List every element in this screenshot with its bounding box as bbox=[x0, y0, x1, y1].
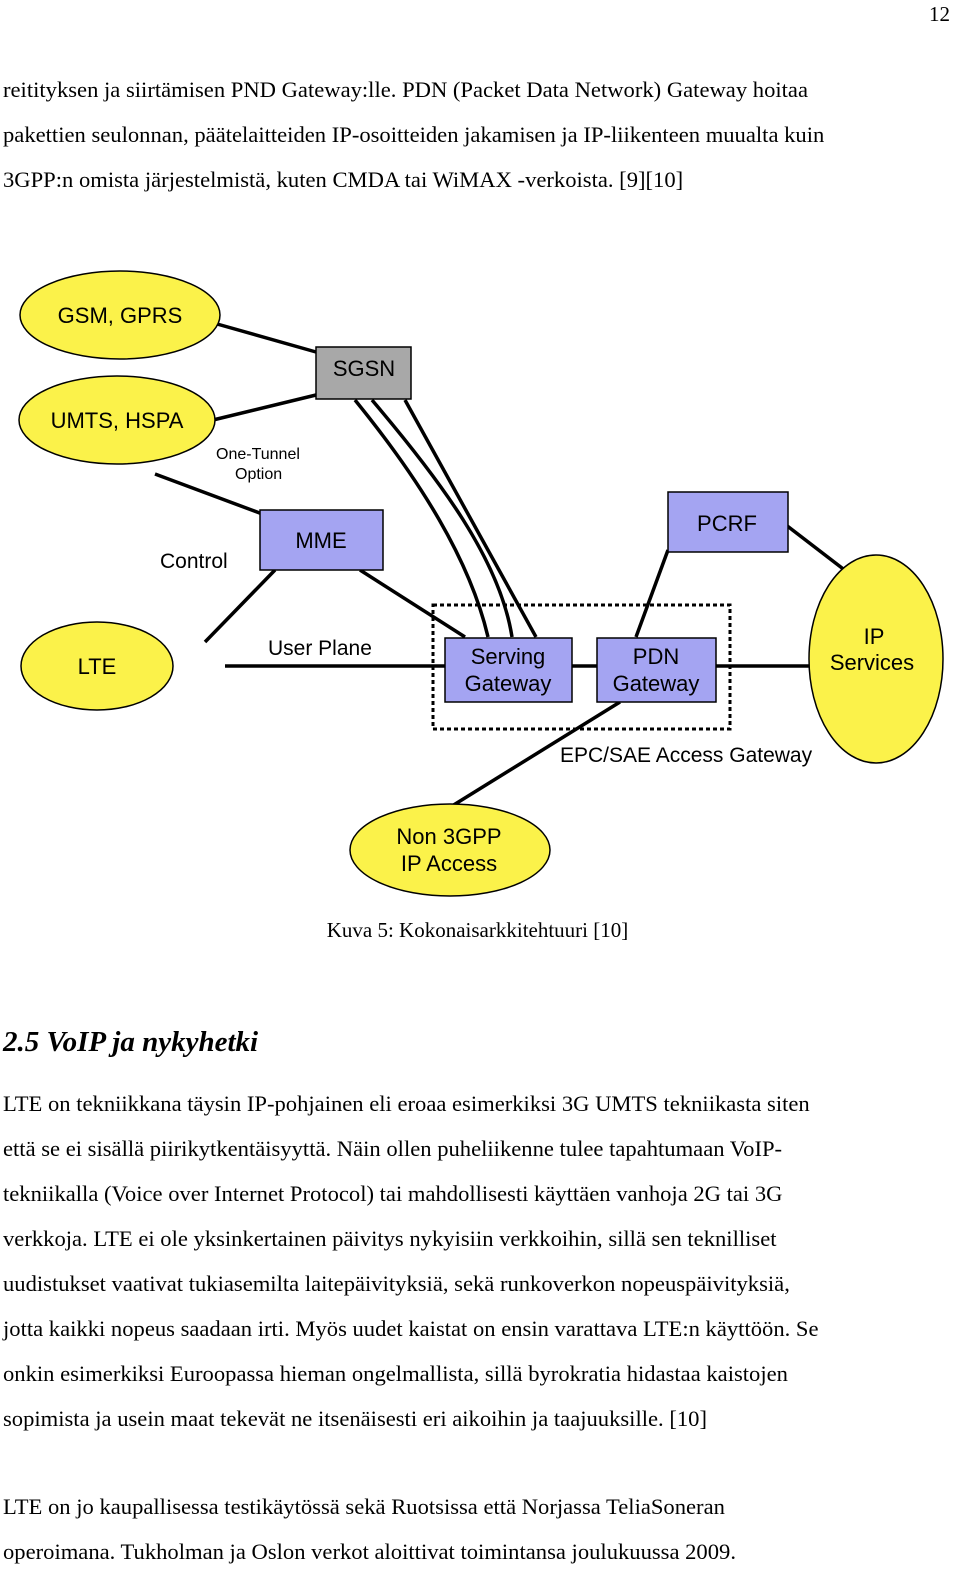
pcrf-label: PCRF bbox=[697, 511, 757, 536]
body-line: tekniikalla (Voice over Internet Protocol) tai mahdollisesti käyttäen vanhoja 2G tai 3G bbox=[3, 1181, 783, 1206]
non-3gpp-label: IP Access bbox=[400, 851, 498, 876]
body-line: onkin esimerkiksi Euroopassa hieman ongelmallista, sillä byrokratia hidastaa kaistojen bbox=[3, 1361, 788, 1386]
page-number: 12 bbox=[929, 2, 950, 26]
user-plane-label: User Plane bbox=[268, 637, 372, 660]
figure-caption: Kuva 5: Kokonaisarkkitehtuuri [10] bbox=[326, 918, 629, 942]
gsm-gprs-label: GSM, GPRS bbox=[57, 303, 183, 328]
network-nodes bbox=[19, 271, 943, 896]
body-line: verkkoja. LTE ei ole yksinkertainen päivitys nykyisiin verkkoihin, sillä sen teknilliset bbox=[3, 1226, 777, 1251]
non-3gpp-node bbox=[350, 804, 550, 896]
body-line: jotta kaikki nopeus saadaan irti. Myös uudet kaistat on ensin varattava LTE:n käyttöön. Se bbox=[3, 1316, 819, 1341]
section-heading: 2.5 VoIP ja nykyhetki bbox=[3, 1026, 259, 1058]
umts-hspa-label: UMTS, HSPA bbox=[50, 408, 184, 433]
intro-paragraph bbox=[3, 67, 955, 202]
body-line: operoimana. Tukholman ja Oslon verkot aloittivat toimintansa joulukuussa 2009. bbox=[3, 1539, 736, 1564]
serving-gateway-label: Gateway bbox=[464, 671, 552, 696]
sgsn-label: SGSN bbox=[332, 356, 396, 381]
lte-label: LTE bbox=[77, 654, 117, 679]
epc-sae-label: EPC/SAE Access Gateway bbox=[560, 744, 813, 767]
one-tunnel-label: One-Tunnel bbox=[216, 446, 300, 463]
body-line: sopimista ja usein maat tekevät ne itsenäisesti eri aikoihin ja taajuuksille. [10] bbox=[3, 1406, 707, 1431]
body-line: LTE on jo kaupallisessa testikäytössä sekä Ruotsissa että Norjassa TeliaSoneran bbox=[3, 1494, 725, 1519]
non-3gpp-label: Non 3GPP bbox=[396, 824, 502, 849]
body-line: LTE on tekniikkana täysin IP-pohjainen eli eroaa esimerkiksi 3G UMTS tekniikasta siten bbox=[3, 1091, 810, 1116]
pdn-gateway-label: Gateway bbox=[612, 671, 700, 696]
intro-line: reitityksen ja siirtämisen PND Gateway:lle. PDN (Packet Data Network) Gateway hoitaa bbox=[3, 77, 808, 102]
body-line: uudistukset vaativat tukiasemilta laitepäivityksiä, sekä runkoverkon nopeuspäivityksiä, bbox=[3, 1271, 790, 1296]
one-tunnel-label: Option bbox=[235, 466, 283, 483]
serving-gateway-label: Serving bbox=[470, 644, 546, 669]
architecture-diagram bbox=[0, 260, 960, 900]
pdn-gateway-label: PDN bbox=[632, 644, 680, 669]
intro-line: 3GPP:n omista järjestelmistä, kuten CMDA tai WiMAX -verkoista. [9][10] bbox=[3, 167, 684, 192]
mme-label: MME bbox=[295, 528, 347, 553]
control-label: Control bbox=[160, 550, 228, 573]
ip-services-label: Services bbox=[829, 650, 915, 675]
body-paragraph bbox=[3, 1081, 955, 1441]
intro-line: pakettien seulonnan, päätelaitteiden IP-osoitteiden jakamisen ja IP-liikenteen muualta kuin bbox=[3, 122, 825, 147]
ip-services-label: IP bbox=[863, 624, 885, 649]
body-line: että se ei sisällä piirikytkentäisyyttä. Näin ollen puheliikenne tulee tapahtumaan VoIP- bbox=[3, 1136, 783, 1161]
body-paragraph bbox=[3, 1484, 955, 1574]
